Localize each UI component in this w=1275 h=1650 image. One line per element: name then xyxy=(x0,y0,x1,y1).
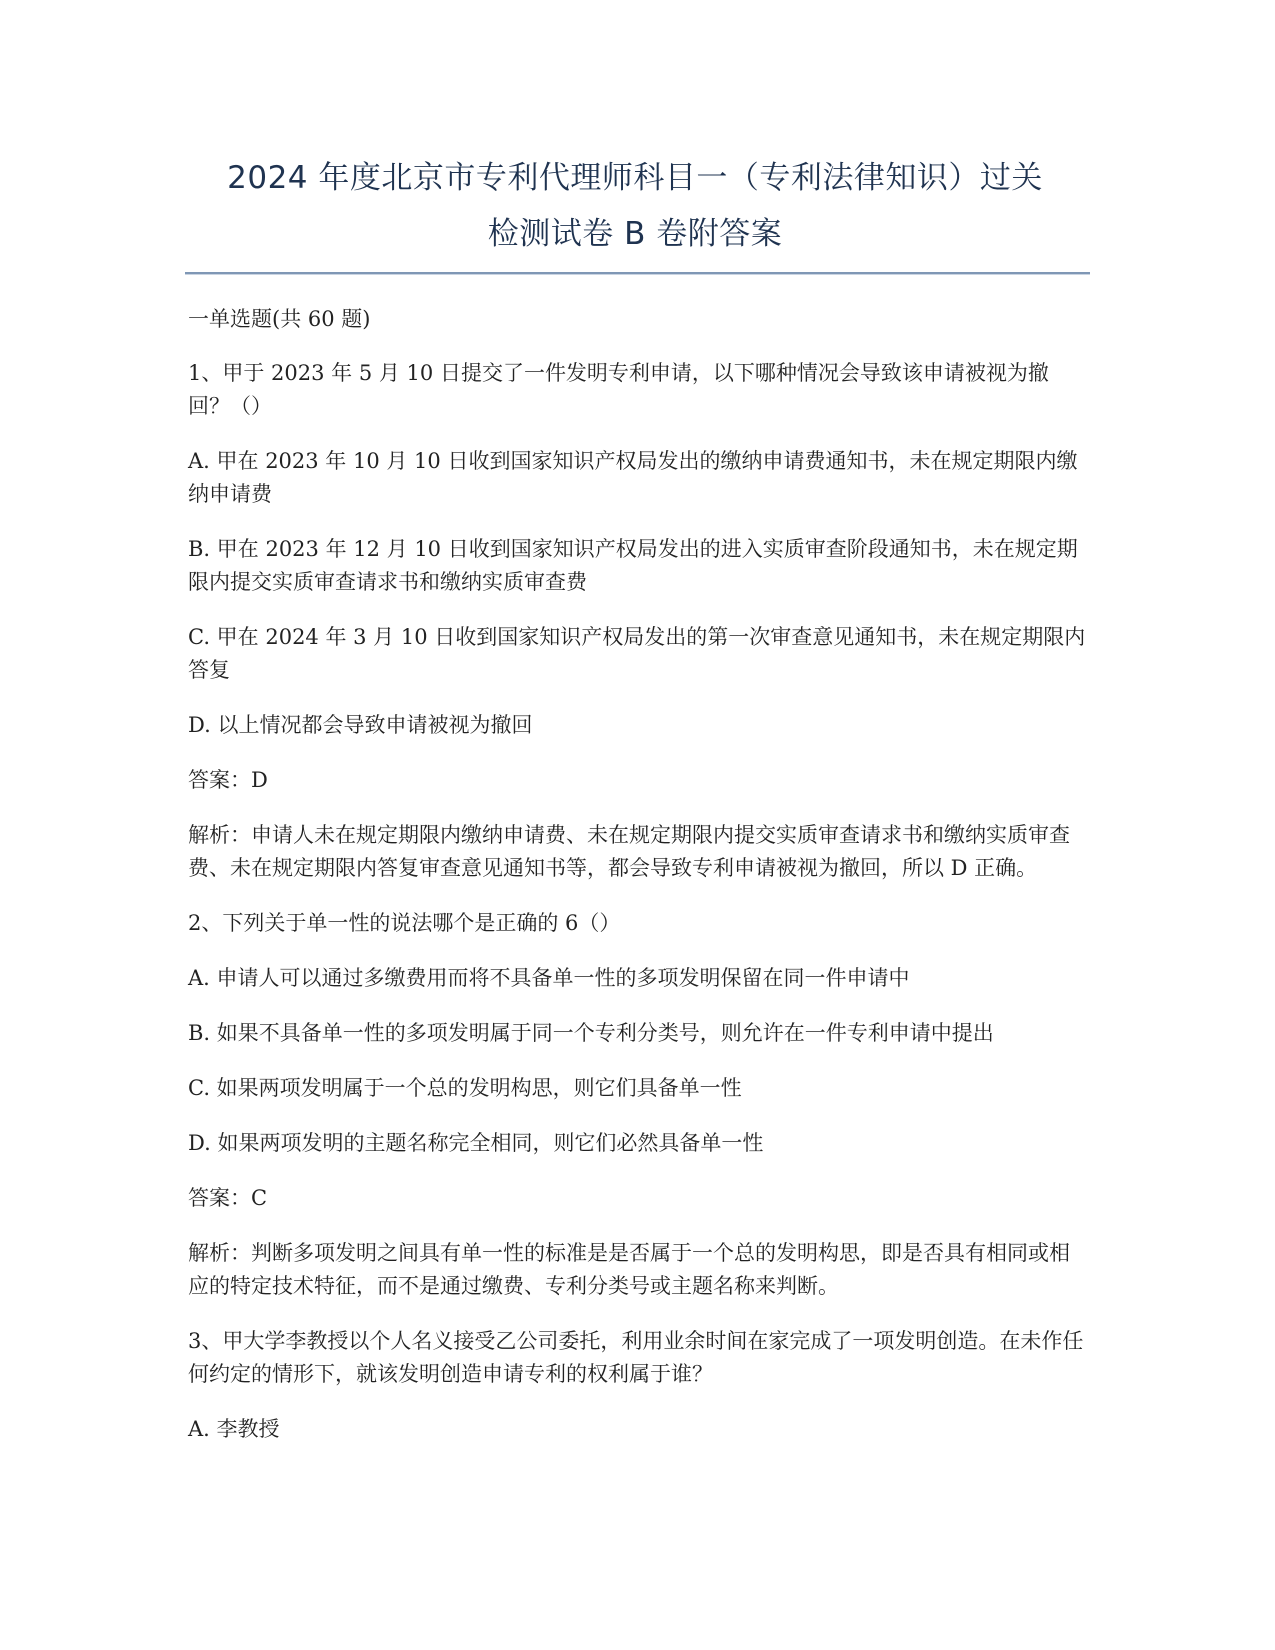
option-a: A. 李教授 xyxy=(188,1417,280,1441)
option-c: C. 如果两项发明属于一个总的发明构思，则它们具备单一性 xyxy=(188,1076,742,1100)
option-a: A. 申请人可以通过多缴费用而将不具备单一性的多项发明保留在同一件申请中 xyxy=(188,966,910,990)
option-b: B. 甲在 2023 年 12 月 10 日收到国家知识产权局发出的进入实质审查阶段通知书，未在规定期限内提交实质审查请求书和缴纳实质审查费 xyxy=(188,537,1078,594)
analysis: 解析：申请人未在规定期限内缴纳申请费、未在规定期限内提交实质审查请求书和缴纳实质审查费、未在规定期限内答复审查意见通知书等，都会导致专利申请被视为撤回，所以 D 正确。 xyxy=(188,823,1070,880)
question-2 xyxy=(188,907,1088,1303)
option-d: D. 如果两项发明的主题名称完全相同，则它们必然具备单一性 xyxy=(188,1131,764,1155)
question-3 xyxy=(188,1325,1088,1446)
option-b: B. 如果不具备单一性的多项发明属于同一个专利分类号，则允许在一件专利申请中提出 xyxy=(188,1021,994,1045)
option-a: A. 甲在 2023 年 10 月 10 日收到国家知识产权局发出的缴纳申请费通知书，未在规定期限内缴纳申请费 xyxy=(188,449,1078,506)
question-stem: 3、甲大学李教授以个人名义接受乙公司委托，利用业余时间在家完成了一项发明创造。在未作任何约定的情形下，就该发明创造申请专利的权利属于谁？ xyxy=(188,1329,1084,1386)
answer: 答案：C xyxy=(188,1186,268,1210)
question-stem: 2、下列关于单一性的说法哪个是正确的 6（） xyxy=(188,911,621,935)
title-line-1: 2024 年度北京市专利代理师科目一（专利法律知识）过关 xyxy=(227,160,1043,196)
title-line-2: 检测试卷 B 卷附答案 xyxy=(487,216,783,252)
option-c: C. 甲在 2024 年 3 月 10 日收到国家知识产权局发出的第一次审查意见通知书，未在规定期限内答复 xyxy=(188,625,1086,682)
section-heading: 一单选题(共 60 题) xyxy=(188,307,371,331)
question-stem: 1、甲于 2023 年 5 月 10 日提交了一件发明专利申请，以下哪种情况会导致该申请被视为撤回？（） xyxy=(188,361,1049,418)
title-divider xyxy=(185,272,1090,275)
document-title xyxy=(180,150,1090,262)
analysis: 解析：判断多项发明之间具有单一性的标准是是否属于一个总的发明构思，即是否具有相同或相应的特定技术特征，而不是通过缴费、专利分类号或主题名称来判断。 xyxy=(188,1241,1070,1298)
document-body xyxy=(188,303,1088,1468)
answer: 答案：D xyxy=(188,768,268,792)
option-d: D. 以上情况都会导致申请被视为撤回 xyxy=(188,713,533,737)
question-1 xyxy=(188,357,1088,885)
